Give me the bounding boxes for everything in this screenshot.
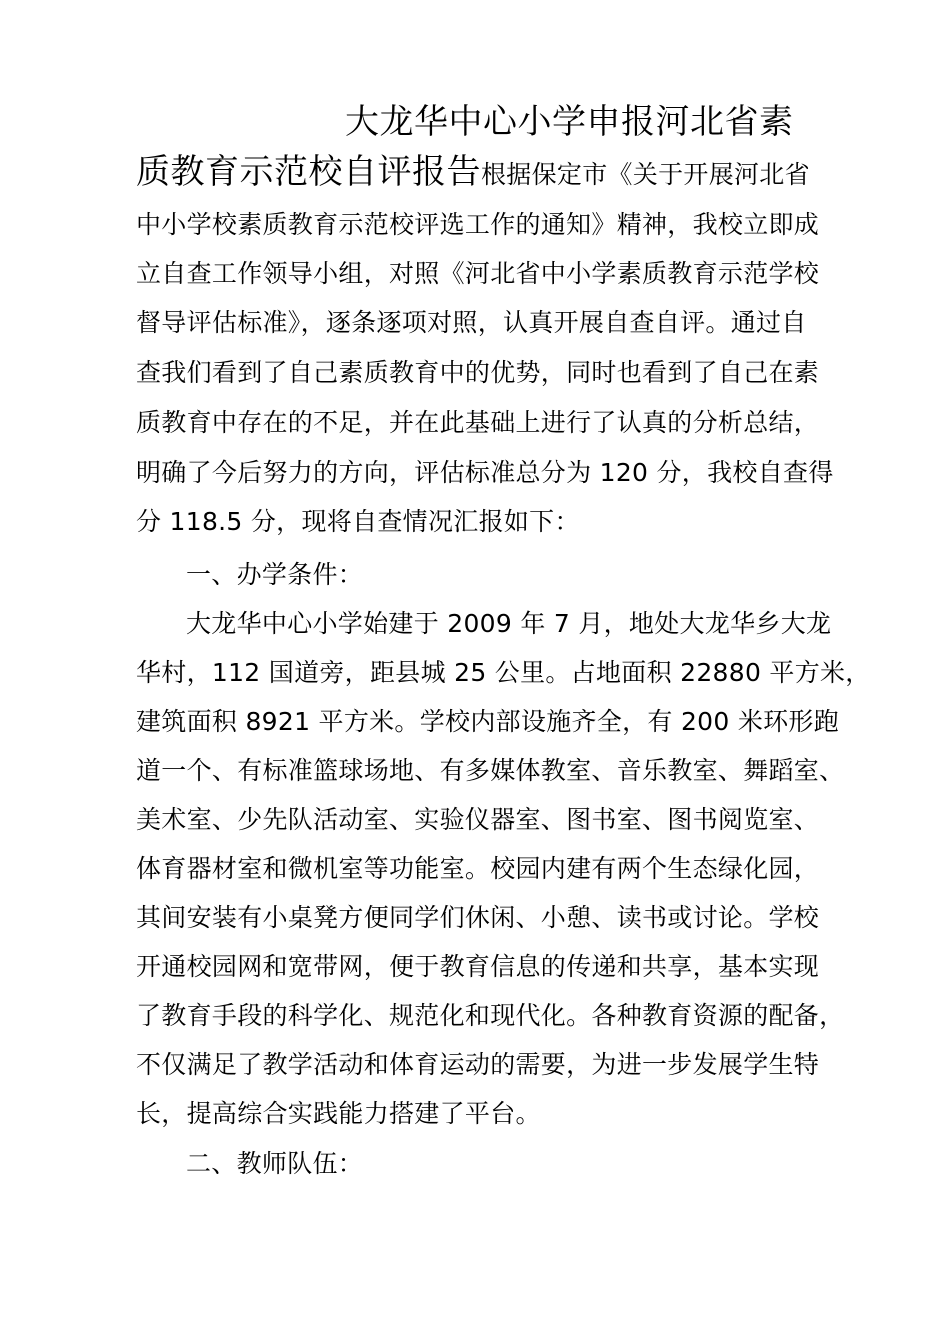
intro-line-6: 质教育中存在的不足，并在此基础上进行了认真的分析总结，: [136, 408, 820, 437]
section-1-line-10: 不仅满足了教学活动和体育运动的需要，为进一步发展学生特: [136, 1050, 820, 1079]
section-1-heading: 一、办学条件：: [186, 560, 364, 589]
section-1-line-11: 长，提高综合实践能力搭建了平台。: [136, 1099, 541, 1128]
section-1-line-6: 体育器材室和微机室等功能室。校园内建有两个生态绿化园，: [136, 854, 820, 883]
section-1-line-3: 建筑面积 8921 平方米。学校内部设施齐全，有 200 米环形跑: [136, 707, 840, 736]
section-1-line-2: 华村，112 国道旁，距县城 25 公里。占地面积 22880 平方米，: [136, 658, 871, 687]
intro-line-1: 根据保定市《关于开展河北省: [481, 160, 810, 189]
report-title-line-1: 大龙华中心小学申报河北省素: [345, 102, 794, 142]
section-1-line-9: 了教育手段的科学化、规范化和现代化。各种教育资源的配备，: [136, 1001, 845, 1030]
intro-line-3: 立自查工作领导小组，对照《河北省中小学素质教育示范学校: [136, 259, 820, 288]
intro-line-8: 分 118.5 分，现将自查情况汇报如下：: [136, 507, 580, 536]
intro-line-7: 明确了今后努力的方向，评估标准总分为 120 分，我校自查得: [136, 458, 834, 487]
section-1-line-1: 大龙华中心小学始建于 2009 年 7 月，地处大龙华乡大龙: [186, 609, 832, 638]
title-and-intro-line: [136, 152, 836, 195]
section-1-line-5: 美术室、少先队活动室、实验仪器室、图书室、图书阅览室、: [136, 805, 820, 834]
intro-line-5: 查我们看到了自己素质教育中的优势，同时也看到了自己在素: [136, 358, 820, 387]
intro-line-2: 中小学校素质教育示范校评选工作的通知》精神，我校立即成: [136, 210, 820, 239]
section-1-line-8: 开通校园网和宽带网，便于教育信息的传递和共享，基本实现: [136, 952, 820, 981]
section-1-line-7: 其间安装有小桌凳方便同学们休闲、小憩、读书或讨论。学校: [136, 903, 820, 932]
section-2-heading: 二、教师队伍：: [186, 1149, 364, 1178]
report-title-line-2: 质教育示范校自评报告: [136, 152, 481, 192]
intro-line-4: 督导评估标准》，逐条逐项对照，认真开展自查自评。通过自: [136, 308, 807, 337]
section-1-line-4: 道一个、有标准篮球场地、有多媒体教室、音乐教室、舞蹈室、: [136, 756, 845, 785]
